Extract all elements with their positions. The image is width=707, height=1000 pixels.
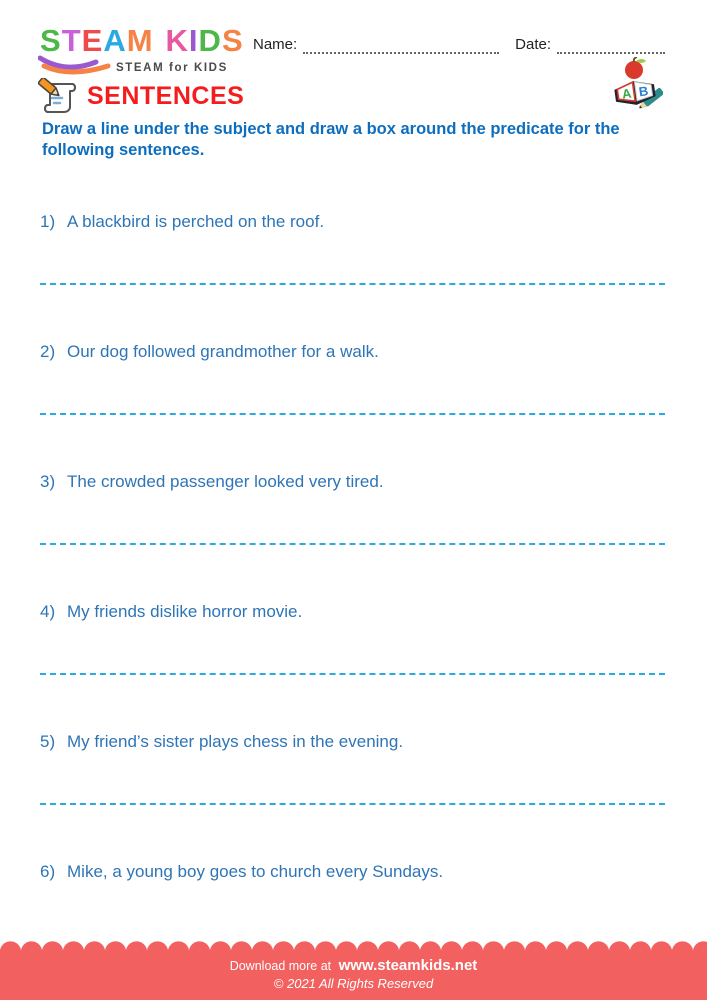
svg-text:A: A (621, 85, 633, 102)
instruction-text: Draw a line under the subject and draw a box around the predicate for the following sentences. (42, 120, 620, 159)
dashed-divider (40, 673, 665, 675)
date-label: Date: (515, 36, 551, 53)
sentence-item-6 (40, 861, 665, 883)
sentence-text: My friends dislike horror movie. (67, 602, 303, 621)
title-row (38, 78, 244, 115)
steam-kids-logo (40, 23, 250, 74)
abc-book-icon (607, 57, 663, 113)
logo-letter: S (40, 23, 62, 58)
sentence-item-1 (40, 211, 665, 233)
sentence-text: A blackbird is perched on the roof. (67, 212, 325, 231)
sentence-number: 2) (40, 342, 56, 361)
logo-letter: M (126, 23, 154, 58)
footer-copyright: © 2021 All Rights Reserved (273, 976, 434, 991)
sentence-item-2 (40, 341, 665, 363)
sentence-item-3 (40, 471, 665, 493)
logo-letter: A (103, 23, 127, 58)
footer-download-line (0, 957, 707, 974)
logo-letter: K (165, 23, 189, 58)
sentence-text: The crowded passenger looked very tired. (67, 472, 384, 491)
dashed-divider (40, 283, 665, 285)
date-line (557, 40, 665, 54)
sentence-list (40, 211, 665, 883)
sentence-text: Our dog followed grandmother for a walk. (67, 342, 379, 361)
logo-letter: T (61, 23, 82, 58)
logo-wordmark (40, 23, 250, 58)
footer-download-prefix: Download more at (229, 959, 332, 973)
logo-letter: S (221, 23, 244, 58)
name-label: Name: (253, 36, 298, 53)
pencil-scroll-icon (38, 78, 80, 115)
dashed-divider (40, 543, 665, 545)
logo-swoosh (38, 54, 126, 76)
footer-site-link[interactable]: www.steamkids.net (338, 957, 478, 974)
name-date-row (253, 36, 665, 54)
name-line (303, 40, 499, 54)
svg-text:B: B (637, 83, 650, 100)
sentence-number: 1) (40, 212, 56, 231)
logo-subtitle: STEAM for KIDS (116, 62, 228, 74)
footer-band (0, 952, 707, 1000)
dashed-divider (40, 803, 665, 805)
footer-scallop-edge (0, 941, 707, 952)
sentence-item-4 (40, 601, 665, 623)
sentence-number: 6) (40, 862, 56, 881)
sentence-number: 4) (40, 602, 56, 621)
sentence-text: Mike, a young boy goes to church every Sundays. (67, 862, 444, 881)
logo-letter: E (81, 23, 104, 58)
sentence-number: 5) (40, 732, 56, 751)
sentence-item-5 (40, 731, 665, 753)
logo-letter: I (188, 23, 199, 58)
sentence-number: 3) (40, 472, 56, 491)
sentence-text: My friend’s sister plays chess in the evening. (67, 732, 404, 751)
dashed-divider (40, 413, 665, 415)
logo-letter: D (198, 23, 222, 58)
page-title: SENTENCES (87, 82, 245, 110)
footer (0, 941, 707, 1000)
